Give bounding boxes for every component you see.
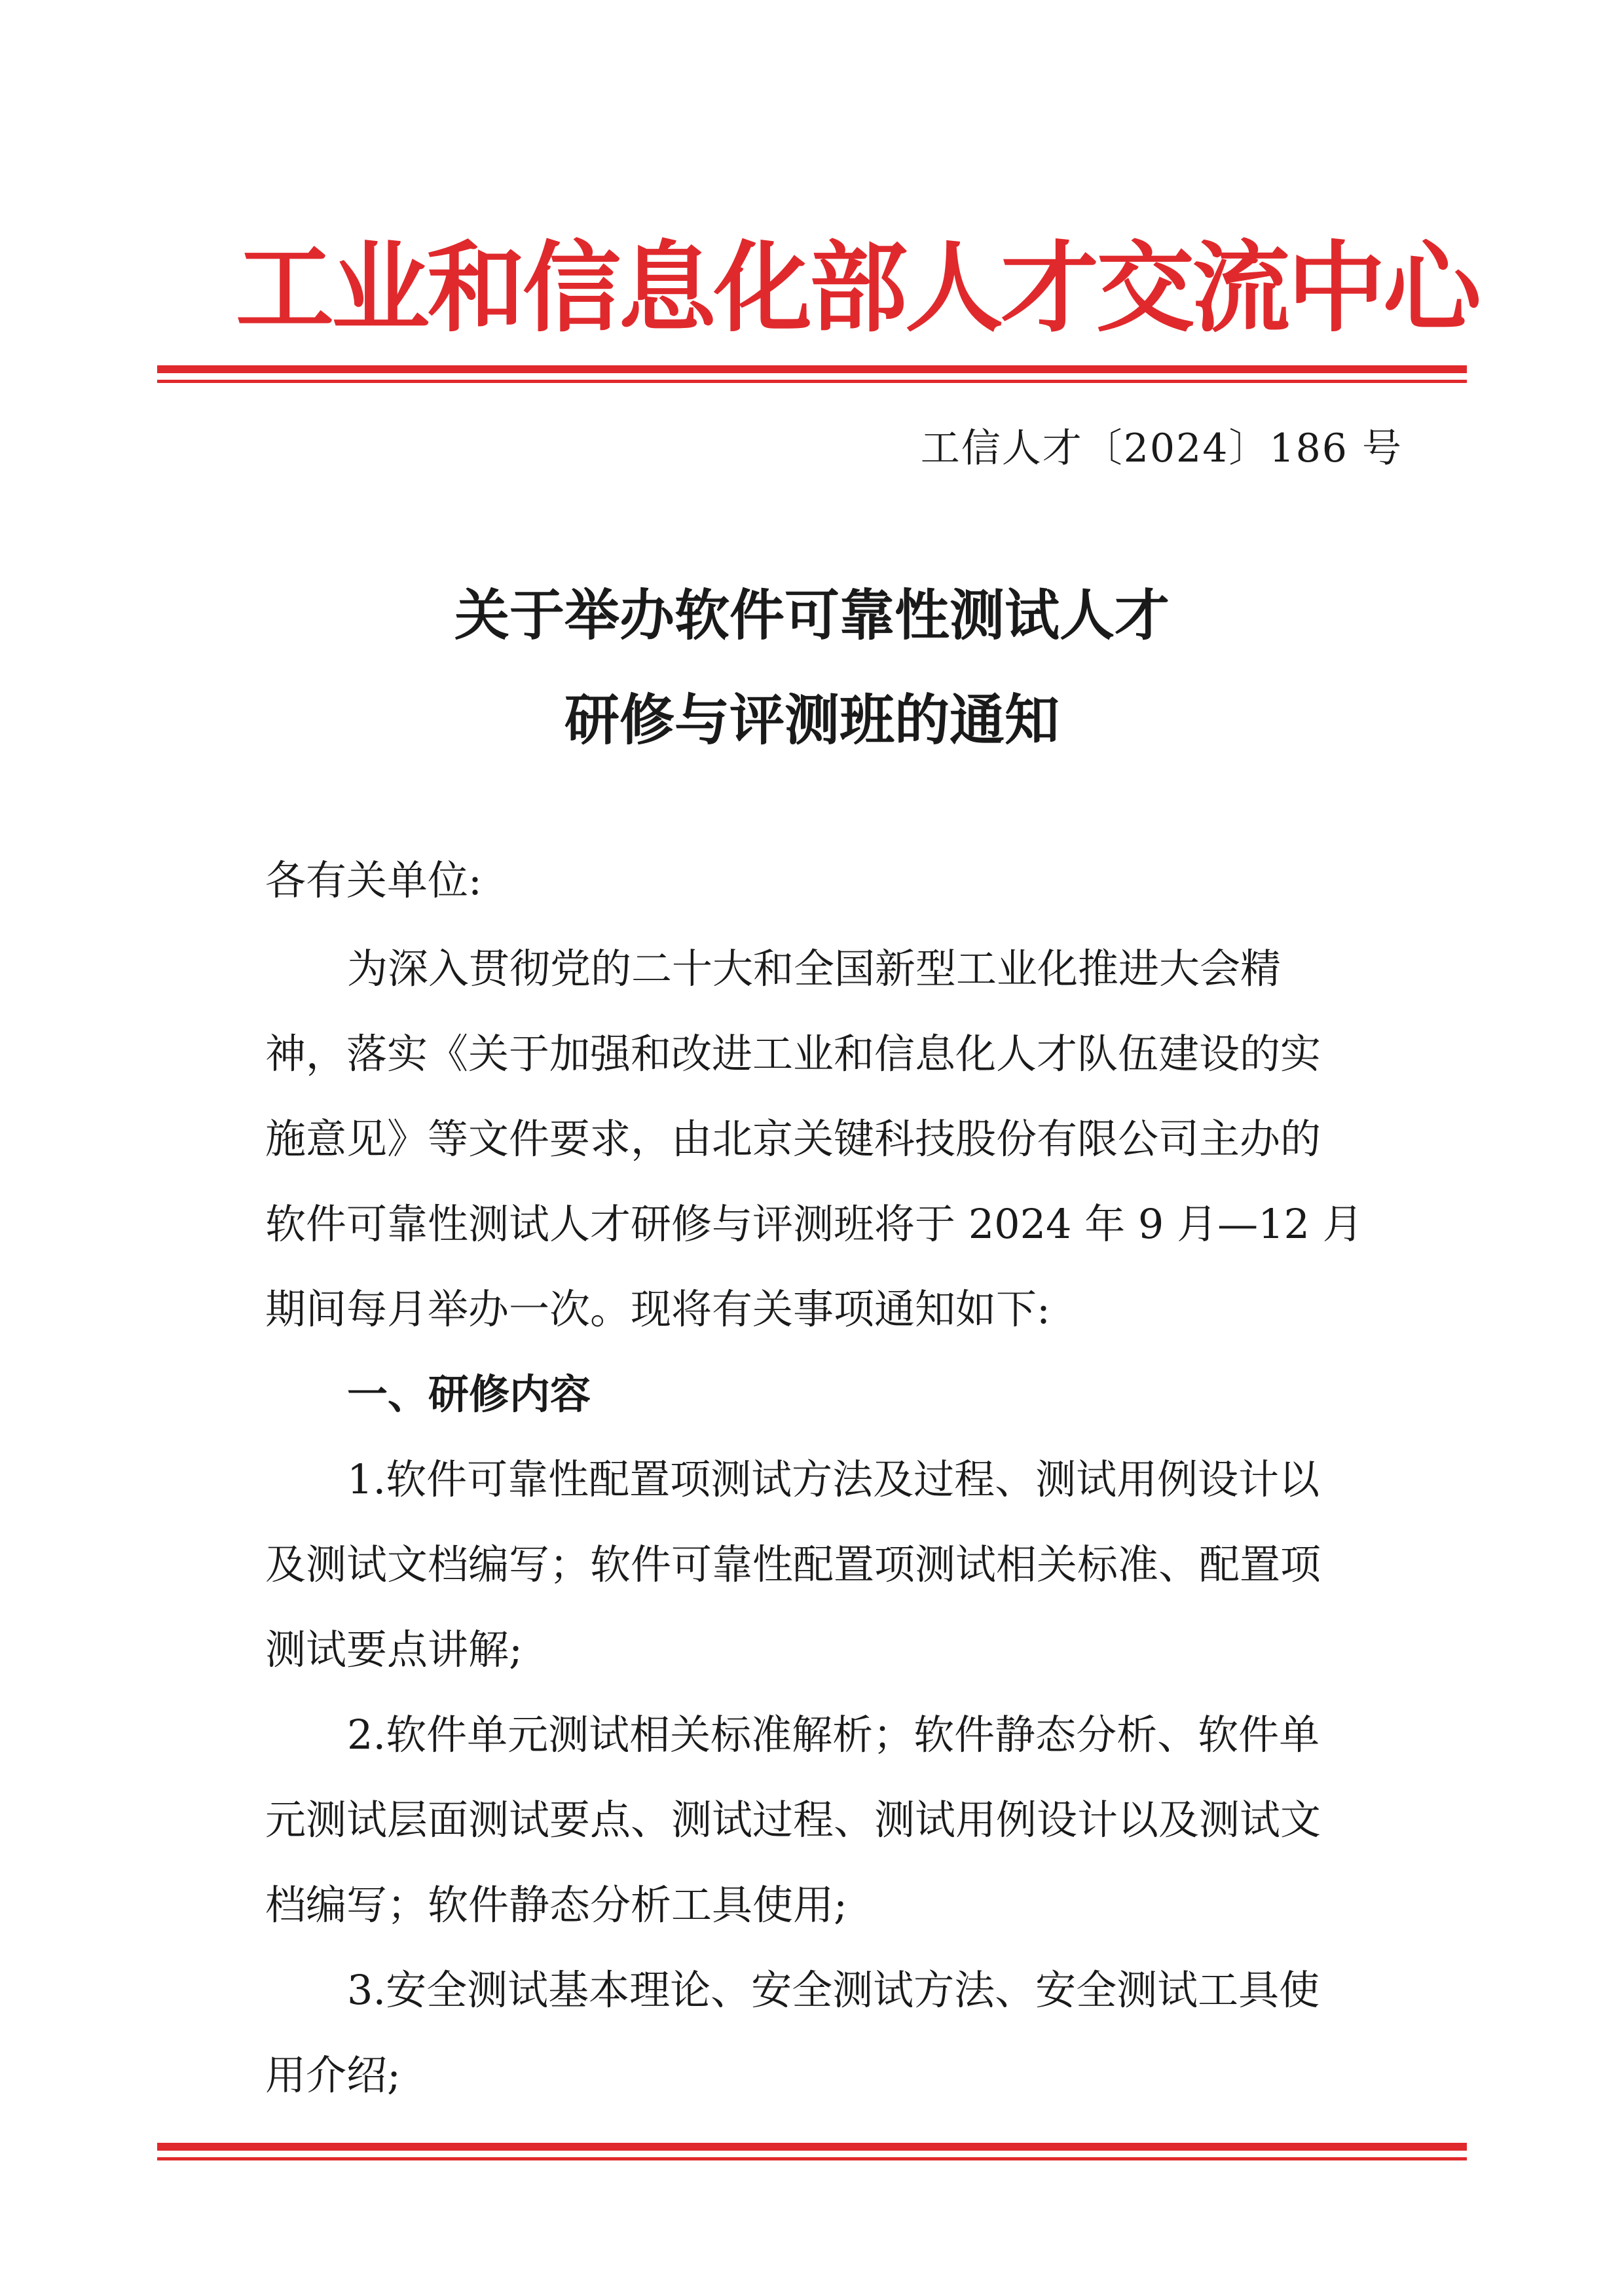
paragraph-line: 施意见》等文件要求，由北京关键科技股份有限公司主办的 [265, 1115, 1321, 1163]
footer-rule-thin [157, 2157, 1467, 2160]
org-masthead: 工业和信息化部人才交流中心 [236, 230, 1479, 346]
list-item-line: 测试要点讲解; [265, 1626, 523, 1673]
list-item-line: 1.软件可靠性配置项测试方法及过程、测试用例设计以 [347, 1455, 1320, 1503]
list-item-line: 2.软件单元测试相关标准解析；软件静态分析、软件单 [347, 1711, 1320, 1758]
list-item-line: 3.安全测试基本理论、安全测试方法、安全测试工具使 [347, 1966, 1320, 2014]
header-rule-thick [157, 365, 1467, 373]
list-item-line: 元测试层面测试要点、测试过程、测试用例设计以及测试文 [265, 1796, 1321, 1844]
list-item-line: 档编写；软件静态分析工具使用; [265, 1881, 847, 1929]
paragraph-line: 期间每月举办一次。现将有关事项通知如下: [265, 1285, 1050, 1333]
section-heading: 一、研修内容 [347, 1370, 591, 1418]
header-rule-thin [157, 380, 1467, 383]
paragraph-line: 软件可靠性测试人才研修与评测班将于 2024 年 9 月—12 月 [265, 1200, 1363, 1248]
title-line-2: 研修与评测班的通知 [564, 688, 1060, 752]
paragraph-line: 神，落实《关于加强和改进工业和信息化人才队伍建设的实 [265, 1030, 1321, 1078]
list-item-line: 及测试文档编写；软件可靠性配置项测试相关标准、配置项 [265, 1540, 1321, 1588]
paragraph-line: 为深入贯彻党的二十大和全国新型工业化推进大会精 [347, 945, 1282, 993]
title-line-1: 关于举办软件可靠性测试人才 [454, 583, 1170, 647]
list-item-line: 用介绍; [265, 2051, 401, 2099]
document-number: 工信人才〔2024〕186 号 [920, 426, 1403, 471]
salutation: 各有关单位: [265, 856, 482, 904]
footer-rule-thick [157, 2143, 1467, 2151]
